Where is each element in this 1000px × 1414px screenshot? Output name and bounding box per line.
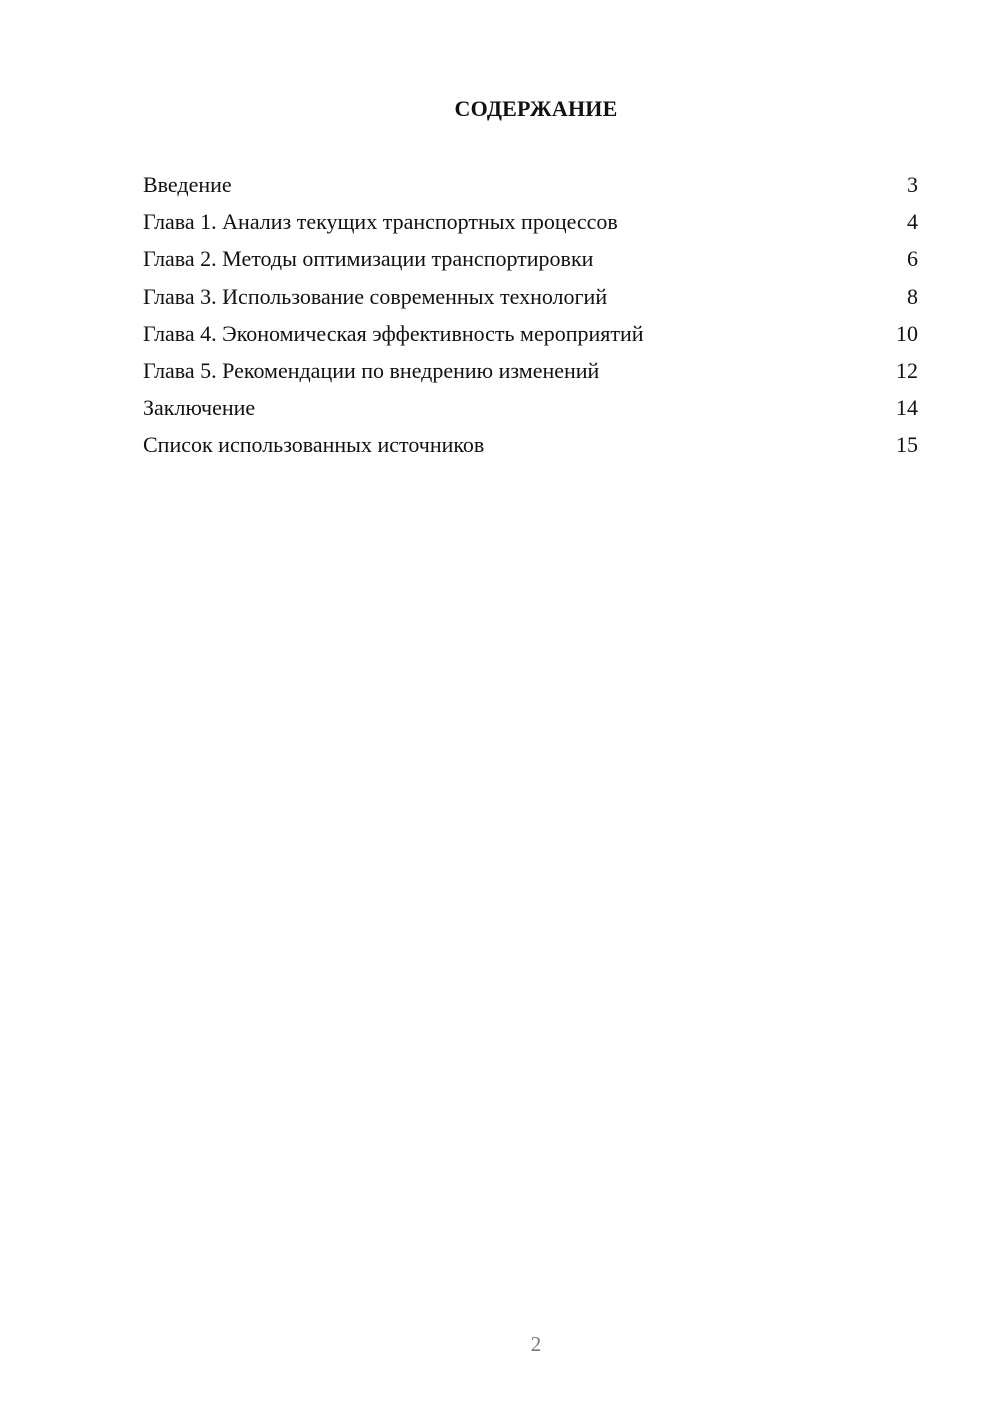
toc-entry-chapter-4[interactable]	[143, 317, 918, 354]
toc-entry-title: Список использованных источников	[143, 432, 485, 458]
toc-entry-page: 3	[907, 172, 918, 197]
toc-entry-title: Глава 1. Анализ текущих транспортных процессов	[143, 209, 618, 235]
toc-entry-chapter-1[interactable]	[143, 205, 918, 242]
toc-entry-introduction[interactable]	[143, 168, 918, 205]
toc-heading: СОДЕРЖАНИЕ	[454, 96, 618, 121]
toc-entry-conclusion[interactable]	[143, 391, 918, 428]
toc-entry-page: 6	[907, 246, 918, 272]
toc-entry-title: Заключение	[143, 395, 256, 421]
toc-entry-chapter-3[interactable]	[143, 280, 918, 317]
toc-entry-page: 12	[896, 357, 918, 383]
toc-entry-title: Глава 5. Рекомендации по внедрению изменений	[143, 357, 600, 383]
table-of-contents	[143, 168, 918, 466]
toc-entry-page: 8	[907, 283, 918, 309]
page-number: 2	[530, 1332, 542, 1356]
toc-entry-title: Глава 3. Использование современных технологий	[143, 283, 608, 309]
toc-entry-title: Глава 4. Экономическая эффективность мероприятий	[143, 320, 644, 346]
toc-entry-chapter-2[interactable]	[143, 242, 918, 279]
toc-entry-page: 10	[896, 320, 918, 346]
toc-entry-page: 4	[907, 209, 918, 235]
toc-entry-page: 15	[896, 432, 918, 458]
toc-entry-page: 14	[896, 395, 918, 421]
toc-entry-chapter-5[interactable]	[143, 354, 918, 391]
toc-entry-title: Глава 2. Методы оптимизации транспортировки	[143, 246, 594, 272]
toc-entry-title: Введение	[143, 172, 232, 197]
toc-entry-references[interactable]	[143, 428, 918, 465]
